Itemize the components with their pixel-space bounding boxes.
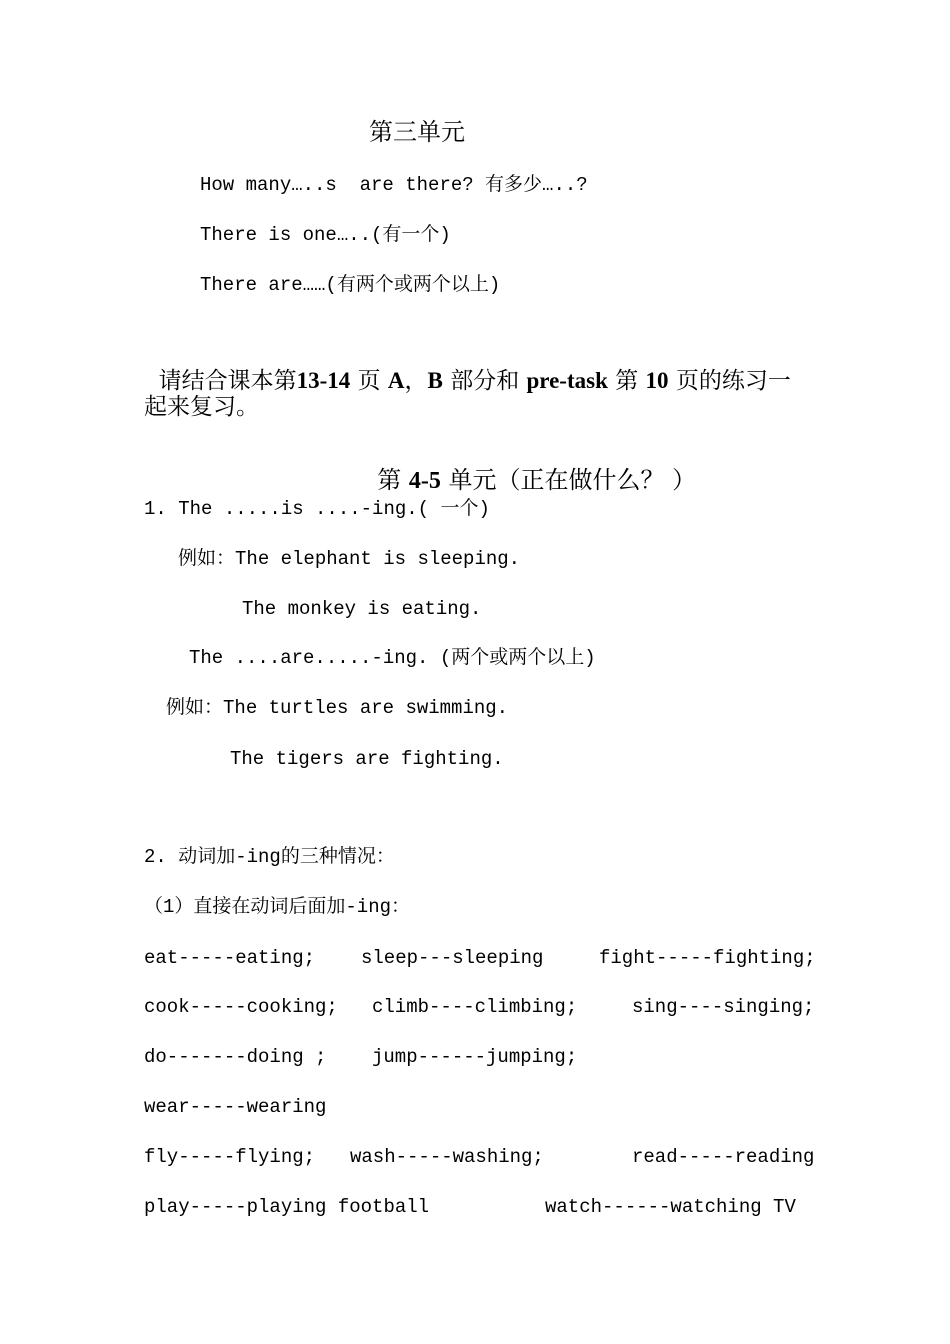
singular-example-2: The monkey is eating.: [242, 598, 482, 620]
verb-pair: wash-----washing;: [350, 1146, 544, 1168]
section2-heading: 2. 动词加-ing的三种情况：: [144, 846, 395, 868]
verb-pair: read-----reading: [632, 1146, 815, 1168]
unit3-line-there-is: There is one…..(有一个): [200, 224, 451, 246]
plural-pattern: The ....are.....-ing. (两个或两个以上): [189, 647, 596, 669]
review-note-line-1: 请结合课本第13-14 页 A，B 部分和 pre-task 第 10 页的练习一: [158, 368, 791, 394]
verb-pair: wear-----wearing: [144, 1096, 327, 1118]
verb-pair: fight-----fighting;: [599, 947, 816, 969]
verb-pair: climb----climbing;: [372, 996, 578, 1018]
unit3-line-how-many: How many…..s are there? 有多少…..?: [200, 174, 588, 196]
unit3-title: 第三单元: [369, 118, 465, 146]
verb-pair: sing----singing;: [632, 996, 815, 1018]
verb-pair: eat-----eating;: [144, 947, 316, 969]
unit45-title: 第 4-5 单元（正在做什么？ ）: [377, 466, 697, 494]
verb-pair: fly-----flying;: [144, 1146, 316, 1168]
verb-pair: cook-----cooking;: [144, 996, 338, 1018]
verb-pair: sleep---sleeping: [361, 947, 544, 969]
verb-pair: play-----playing football: [144, 1196, 430, 1218]
verb-pair: jump------jumping;: [372, 1046, 578, 1068]
plural-example-1: 例如：The turtles are swimming.: [166, 697, 509, 719]
verb-pair: watch------watching TV: [545, 1196, 796, 1218]
case1-heading: （1）直接在动词后面加-ing：: [144, 896, 411, 918]
singular-example-1: 例如：The elephant is sleeping.: [178, 548, 521, 570]
unit3-line-there-are: There are……(有两个或两个以上): [200, 274, 501, 296]
plural-example-2: The tigers are fighting.: [230, 748, 504, 770]
review-note-line-2: 起来复习。: [144, 394, 259, 420]
singular-pattern: 1. The .....is ....-ing.( 一个): [144, 498, 490, 520]
verb-pair: do-------doing ;: [144, 1046, 327, 1068]
